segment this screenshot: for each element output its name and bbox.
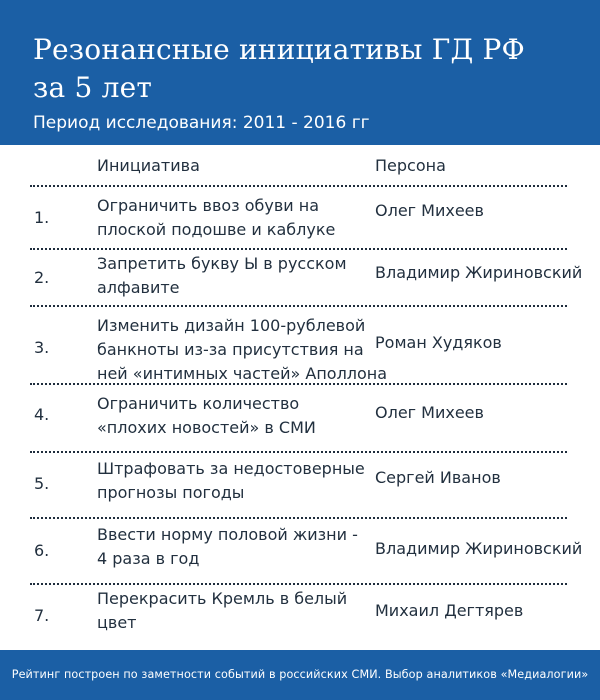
initiative-line: Изменить дизайн 100-рублевой <box>97 316 366 335</box>
table-divider <box>30 185 567 187</box>
person-name: Олег Михеев <box>375 403 484 422</box>
initiative-line: алфавите <box>97 278 180 297</box>
table-divider <box>30 451 567 453</box>
page-title-line-1: Резонансные инициативы ГД РФ <box>33 33 525 66</box>
page-title <box>33 31 573 107</box>
table-divider <box>30 383 567 385</box>
column-header-person: Персона <box>375 156 446 175</box>
table-divider <box>30 305 567 307</box>
initiative-text <box>97 194 369 242</box>
row-number: 1. <box>34 208 50 227</box>
person-name: Владимир Жириновский <box>375 539 583 558</box>
initiative-line: цвет <box>97 613 137 632</box>
table-divider <box>30 248 567 250</box>
initiative-line: Ограничить ввоз обуви на <box>97 196 320 215</box>
page-title-line-2: за 5 лет <box>33 71 153 104</box>
row-number: 6. <box>34 541 50 560</box>
initiative-line: «плохих новостей» в СМИ <box>97 418 316 437</box>
methodology-note: Рейтинг построен по заметности событий в российских СМИ. Выбор аналитиков «Медиалогии» <box>11 668 589 681</box>
row-number: 7. <box>34 606 50 625</box>
initiative-text <box>97 252 369 300</box>
initiatives-table <box>0 145 600 650</box>
initiative-line: прогнозы погоды <box>97 483 245 502</box>
initiative-text <box>97 523 369 571</box>
initiative-text <box>97 392 369 440</box>
initiative-line: 4 раза в год <box>97 549 200 568</box>
header-banner <box>0 0 600 145</box>
person-name: Владимир Жириновский <box>375 263 583 282</box>
research-period: Период исследования: 2011 - 2016 гг <box>33 113 370 133</box>
footer-banner <box>0 650 600 700</box>
initiative-text <box>97 587 369 635</box>
initiative-line: плоской подошве и каблуке <box>97 220 336 239</box>
initiative-text <box>97 314 388 386</box>
initiative-line: Ввести норму половой жизни - <box>97 525 358 544</box>
initiative-line: Ограничить количество <box>97 394 300 413</box>
initiative-line: Штрафовать за недостоверные <box>97 459 365 478</box>
table-divider <box>30 583 567 585</box>
initiative-line: Перекрасить Кремль в белый <box>97 589 348 608</box>
column-header-initiative: Инициатива <box>97 156 200 175</box>
row-number: 5. <box>34 474 50 493</box>
row-number: 3. <box>34 338 50 357</box>
person-name: Сергей Иванов <box>375 468 501 487</box>
person-name: Роман Худяков <box>375 333 502 352</box>
table-divider <box>30 517 567 519</box>
row-number: 4. <box>34 405 50 424</box>
person-name: Олег Михеев <box>375 201 484 220</box>
initiative-line: ней «интимных частей» Аполлона <box>97 364 388 383</box>
initiative-text <box>97 457 369 505</box>
initiative-line: Запретить букву Ы в русском <box>97 254 347 273</box>
row-number: 2. <box>34 268 50 287</box>
initiative-line: банкноты из-за присутствия на <box>97 340 364 359</box>
person-name: Михаил Дегтярев <box>375 601 524 620</box>
